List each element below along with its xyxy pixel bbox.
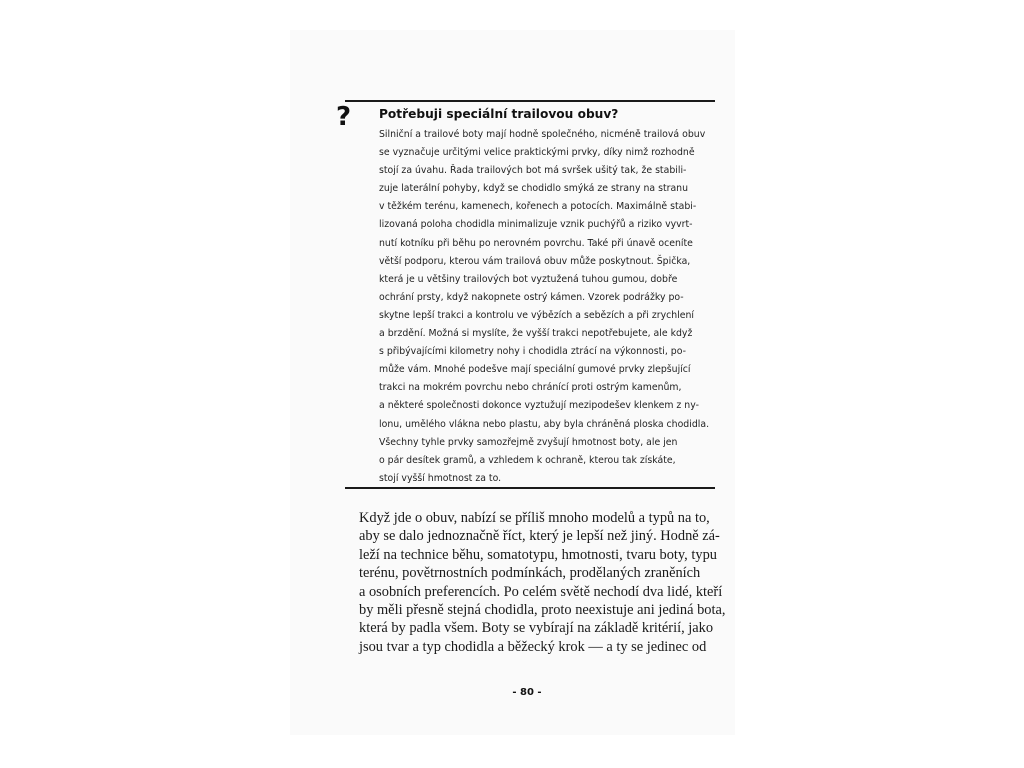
sidebox-line: lizovaná poloha chodidla minimalizuje vznik puchýřů a riziko vyvrt- (379, 219, 693, 231)
sidebox-line: zuje laterální pohyby, když se chodidlo smýká ze strany na stranu (379, 183, 689, 195)
sidebox-top-rule (345, 100, 715, 102)
sidebox-line: v těžkém terénu, kamenech, kořenech a potocích. Maximálně stabi- (379, 201, 697, 213)
sidebox-line: trakci na mokrém povrchu nebo chránící proti ostrým kamenům, (379, 382, 682, 394)
sidebox-line: která je u většiny trailových bot vyztužená tuhou gumou, dobře (379, 273, 678, 285)
sidebox-line: o pár desítek gramů, a vzhledem k ochraně, kterou tak získáte, (379, 454, 676, 466)
body-line: leží na technice běhu, somatotypu, hmotnosti, tvaru boty, typu (359, 546, 717, 563)
body-line: jsou tvar a typ chodidla a běžecký krok — a ty se jedinec od (359, 638, 707, 655)
sidebox-line: stojí za úvahu. Řada trailových bot má svršek ušitý tak, že stabili- (379, 165, 687, 177)
sidebox-line: a brzdění. Možná si myslíte, že vyšší trakci nepotřebujete, ale když (379, 328, 693, 340)
question-mark-icon: ? (336, 102, 352, 132)
sidebox-title: Potřebuji speciální trailovou obuv? (379, 107, 619, 121)
sidebox-line: se vyznačuje určitými velice praktickými prvky, díky nimž rozhodně (379, 147, 695, 159)
sidebox-line: Silniční a trailové boty mají hodně společného, nicméně trailová obuv (379, 129, 706, 140)
sidebox-line: může vám. Mnohé podešve mají speciální gumové prvky zlepšující (379, 364, 691, 376)
sidebox-line: s přibývajícími kilometry nohy i chodidla ztrácí na výkonnosti, po- (379, 346, 686, 358)
sidebox-line: lonu, umělého vlákna nebo plastu, aby byla chráněná ploska chodidla. (379, 418, 710, 430)
sidebox-line: skytne lepší trakci a kontrolu ve výbězích a sebězích a při zrychlení (379, 309, 695, 321)
sidebox-line: stojí vyšší hmotnost za to. (379, 472, 502, 484)
body-line: a osobních preferencích. Po celém světě nechodí dva lidé, kteří (359, 583, 723, 600)
body-paragraph (359, 509, 726, 656)
sidebox-body (379, 126, 715, 488)
body-line: terénu, povětrnostních podmínkách, prodělaných zraněních (359, 565, 701, 582)
sidebox-line: Všechny tyhle prvky samozřejmě zvyšují hmotnost boty, ale jen (379, 436, 678, 448)
body-line: aby se dalo jednoznačně říct, který je lepší než jiný. Hodně zá- (359, 528, 720, 545)
sidebox-line: a některé společnosti dokonce vyztužují mezipodešev klenkem z ny- (379, 400, 699, 412)
page-number: - 80 - (512, 687, 542, 698)
sidebox-line: nutí kotníku při běhu po nerovném povrchu. Také při únavě oceníte (379, 237, 693, 249)
body-line: která by padla všem. Boty se vybírají na základě kritérií, jako (359, 620, 714, 637)
sidebox-line: větší podporu, kterou vám trailová obuv může poskytnout. Špička, (379, 255, 691, 267)
sidebox-line: ochrání prsty, když nakopnete ostrý kámen. Vzorek podrážky po- (379, 291, 684, 303)
sidebox-bottom-rule (345, 487, 715, 489)
body-line: by měli přesně stejná chodidla, proto neexistuje ani jediná bota, (359, 601, 726, 618)
body-line: Když jde o obuv, nabízí se příliš mnoho modelů a typů na to, (359, 510, 710, 526)
